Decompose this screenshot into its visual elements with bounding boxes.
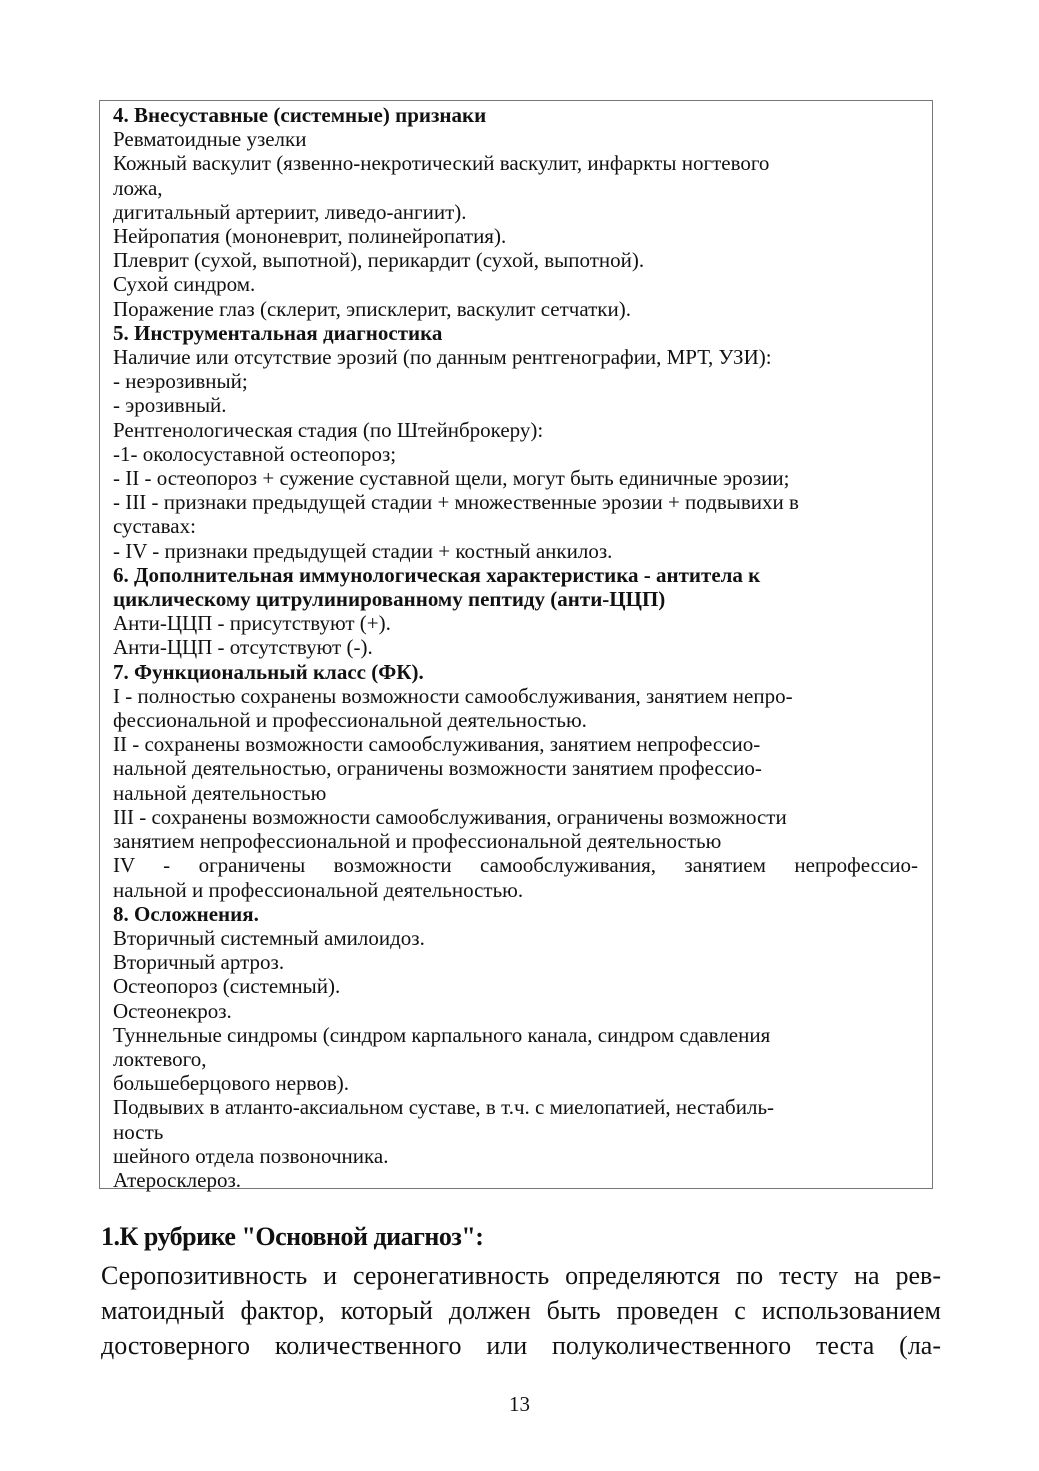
text-line: Остеонекроз. [113, 998, 232, 1023]
text-line: дигитальный артериит, ливедо-ангиит). [113, 199, 467, 224]
paragraph-line: Серопозитивность и серонегативность определяются по тесту на рев- [101, 1261, 941, 1290]
text-line: фессиональной и профессиональной деятельностью. [113, 708, 587, 733]
section-title: 8. Осложнения. [113, 901, 259, 926]
section-heading: 1.К рубрике "Основной диагноз": [101, 1222, 484, 1251]
section-title: 5. Инструментальная диагностика [113, 320, 443, 345]
text-line: ность [113, 1119, 164, 1144]
text-line: Анти-ЦЦП - отсутствуют (-). [113, 635, 373, 660]
text-line: Вторичный системный амилоидоз. [113, 925, 425, 950]
text-line: Вторичный артроз. [113, 950, 285, 975]
text-line: Поражение глаз (склерит, эписклерит, васкулит сетчатки). [113, 296, 631, 321]
text-line: занятием непрофессиональной и профессиональной деятельностью [113, 829, 722, 854]
text-line: Нейропатия (мононеврит, полинейропатия). [113, 224, 507, 249]
text-line: шейного отдела позвоночника. [113, 1143, 389, 1168]
text-line: Атеросклероз. [113, 1167, 242, 1192]
text-line: - эрозивный. [113, 393, 227, 418]
section-title: циклическому цитрулинированному пептиду (анти-ЦЦП) [113, 587, 666, 612]
text-line: Анти-ЦЦП - присутствуют (+). [113, 611, 391, 636]
paragraph-line: матоидный фактор, который должен быть проведен с использованием [101, 1296, 941, 1325]
text-line: - неэрозивный; [113, 369, 248, 394]
page-number: 13 [509, 1392, 530, 1416]
text-line: Подвывих в атланто-аксиальном суставе, в т.ч. с миелопатией, нестабиль- [113, 1095, 775, 1120]
text-line: IV - ограничены возможности самообслуживания, занятием непрофессио- [113, 853, 918, 878]
text-line: Ревматоидные узелки [113, 127, 307, 152]
text-line: локтевого, [113, 1046, 207, 1071]
text-line: -1- околосуставной остеопороз; [113, 441, 397, 466]
text-line: - II - остеопороз + сужение суставной щели, могут быть единичные эрозии; [113, 466, 790, 491]
text-line: Рентгенологическая стадия (по Штейнброкеру): [113, 417, 544, 442]
section-title: 7. Функциональный класс (ФК). [113, 659, 424, 684]
section-title: 6. Дополнительная иммунологическая характеристика - антитела к [113, 562, 761, 587]
text-line: Остеопороз (системный). [113, 974, 341, 999]
body-paragraph [101, 1258, 941, 1363]
text-line: нальной и профессиональной деятельностью. [113, 877, 524, 902]
text-line: Наличие или отсутствие эрозий (по данным рентгенографии, МРТ, УЗИ): [113, 345, 772, 370]
text-line: Туннельные синдромы (синдром карпального канала, синдром сдавления [113, 1022, 771, 1047]
text-line: Кожный васкулит (язвенно-некротический васкулит, инфаркты ногтевого [113, 151, 770, 176]
text-line: нальной деятельностью [113, 780, 327, 805]
classification-table-box [99, 100, 933, 1192]
text-line: - III - признаки предыдущей стадии + множественные эрозии + подвывихи в [113, 490, 799, 515]
text-line: суставах: [113, 514, 196, 539]
text-line: Сухой синдром. [113, 272, 256, 297]
text-line: I - полностью сохранены возможности самообслуживания, занятием непро- [113, 683, 793, 708]
section-title: 4. Внесуставные (системные) признаки [113, 103, 487, 127]
text-line: ложа, [113, 175, 163, 200]
text-line: Плеврит (сухой, выпотной), перикардит (сухой, выпотной). [113, 248, 645, 273]
text-line: III - сохранены возможности самообслуживания, ограничены возможности [113, 804, 787, 829]
text-line: - IV - признаки предыдущей стадии + костный анкилоз. [113, 538, 613, 563]
paragraph-line: достоверного количественного или полуколичественного теста (ла- [101, 1331, 941, 1360]
text-line: II - сохранены возможности самообслуживания, занятием непрофессио- [113, 732, 761, 757]
text-line: нальной деятельностью, ограничены возможности занятием профессио- [113, 756, 762, 781]
text-line: большеберцового нервов). [113, 1071, 350, 1096]
